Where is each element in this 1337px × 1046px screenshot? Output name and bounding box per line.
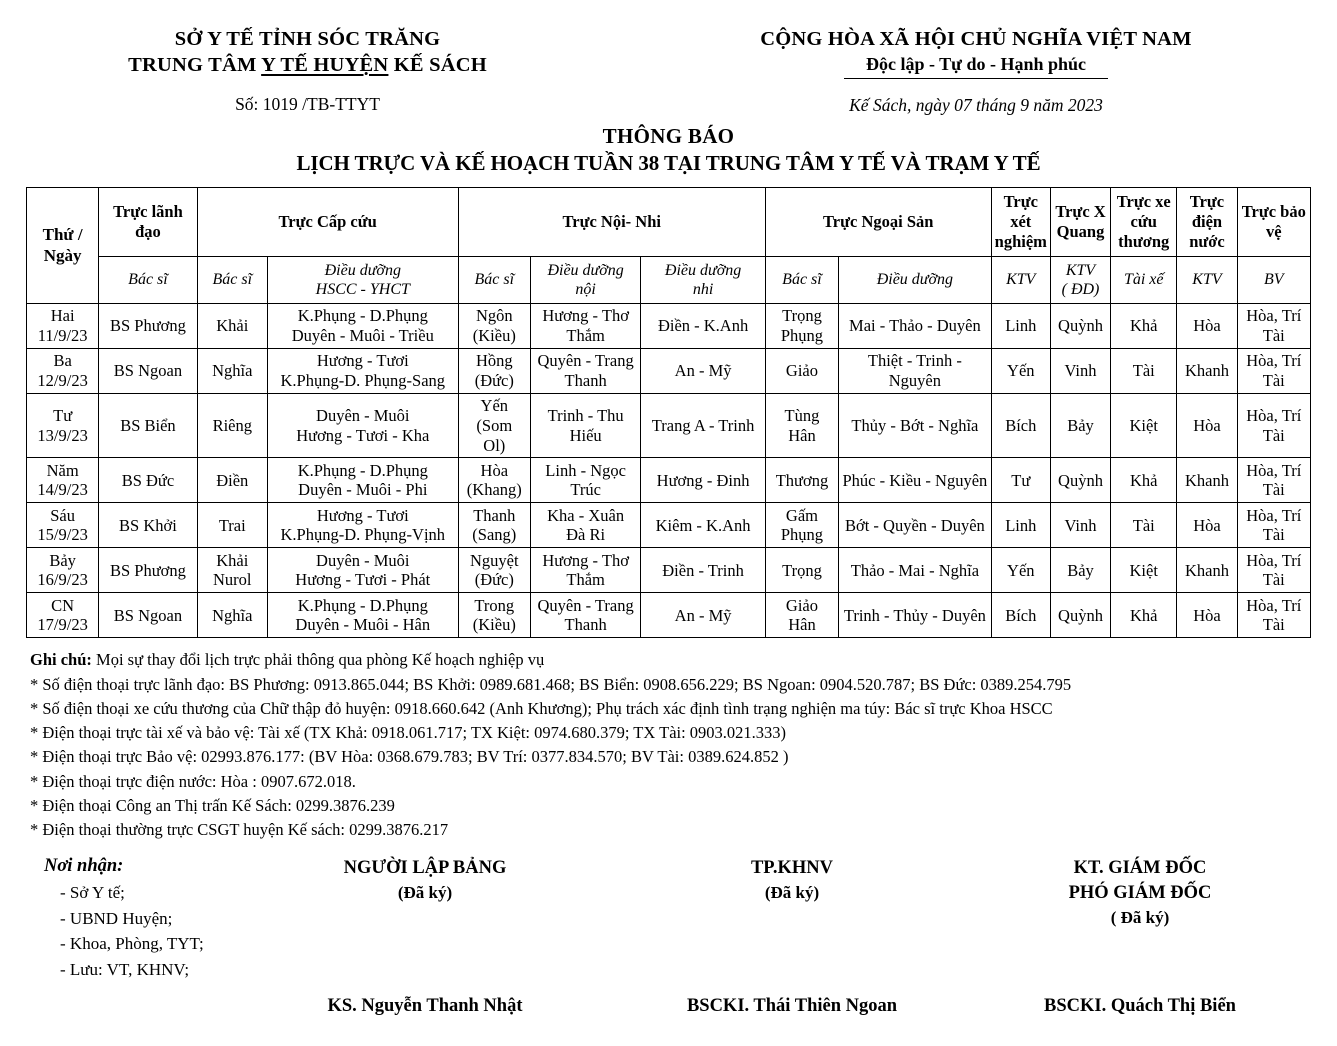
table-head [27,188,1311,304]
cell-np-nurse-internal [530,349,640,394]
cell-np-nurse-pediatric: Trang A - Trinh [641,394,765,458]
cell-security [1237,593,1310,638]
cell-day-line2: 14/9/23 [37,480,88,500]
cell-so-doctor-line2: Hân [788,615,816,635]
signature-section [0,856,1337,1046]
cell-np-doctor-line2: (Kiều) [472,615,516,635]
cell-lab: Tư [991,458,1050,503]
header-left-block [0,26,615,116]
center-name [0,52,615,78]
cell-xray: Quỳnh [1050,304,1110,349]
cell-security-line2: Tài [1262,480,1285,500]
table-row [27,458,1311,503]
signature-preparer [300,856,550,1017]
cell-np-doctor-line2: Ol) [483,435,506,455]
th-utilities-duty: Trực điện nước [1177,188,1237,256]
cell-security-line2: Tài [1262,371,1285,391]
th-security-duty: Trực bảo vệ [1237,188,1310,256]
cell-day [27,548,99,593]
cell-emergency-nurse-line1: Hương - Tươi [316,505,409,525]
cell-emergency-doctor: Riêng [197,394,267,458]
note-line-3: * Điện thoại trực tài xế và bảo vệ: Tài xế (TX Khả: 0918.061.717; TX Kiệt: 0974.680.379; TX Tài: 0903.021.333) [30,723,787,743]
cell-security-line1: Hòa, Trí [1246,595,1302,615]
cell-np-nurse-internal-line1: Linh - Ngọc [545,460,626,480]
th-lab-duty: Trực xét nghiệm [991,188,1050,256]
table-body [27,304,1311,638]
cell-np-doctor-line2: (Kiều) [472,326,516,346]
th-np-nurse-pediatric [641,256,765,303]
cell-day [27,458,99,503]
cell-utilities: Khanh [1177,548,1237,593]
cell-day-line1: Năm [46,460,79,480]
cell-np-nurse-internal-line1: Trinh - Thu [547,405,624,425]
cell-emergency-doctor: Nghĩa [197,593,267,638]
th-ambulance-duty: Trực xe cứu thương [1111,188,1177,256]
cell-leader-doctor: BS Ngoan [99,349,197,394]
country-motto: Độc lập - Tự do - Hạnh phúc [844,53,1108,78]
cell-np-nurse-internal [530,458,640,503]
th-internal-pediatric-duty: Trực Nội- Nhi [458,188,765,256]
cell-security [1237,458,1310,503]
th-np-doctor: Bác sĩ [458,256,530,303]
cell-security [1237,394,1310,458]
cell-so-doctor-line1: Thương [775,470,829,490]
th-leader-doctor: Bác sĩ [99,256,197,303]
cell-so-doctor-line1: Tùng [784,405,820,425]
cell-emergency-nurse-line2: K.Phụng-D. Phụng-Sang [280,371,446,391]
cell-so-nurse: Trinh - Thủy - Duyên [839,593,992,638]
cell-emergency-nurse [267,503,458,548]
th-xray-tech-line1: KTV [1065,261,1096,279]
cell-np-nurse-internal-line2: Thanh [564,615,607,635]
th-so-doctor: Bác sĩ [765,256,838,303]
cell-security [1237,349,1310,394]
recipients-title: Nơi nhận: [44,856,124,877]
table-row [27,349,1311,394]
signature-director-role-line2: PHÓ GIÁM ĐỐC [1068,883,1212,904]
duty-schedule-table [26,187,1311,638]
cell-ambulance: Tài [1111,503,1177,548]
cell-emergency-doctor: Nghĩa [197,349,267,394]
cell-np-doctor-line2: (Sang) [472,525,517,545]
cell-np-nurse-pediatric: Điền - Trinh [641,548,765,593]
cell-np-doctor [458,593,530,638]
cell-np-nurse-internal [530,593,640,638]
th-emg-nurse-line1: Điều dưỡng [324,261,401,279]
cell-leader-doctor: BS Ngoan [99,593,197,638]
cell-leader-doctor: BS Biển [99,394,197,458]
cell-xray: Quỳnh [1050,593,1110,638]
th-surgery-obstetrics-duty: Trực Ngoại Sản [765,188,991,256]
cell-np-doctor [458,304,530,349]
cell-emergency-nurse-line2: Duyên - Muôi - Triều [291,326,434,346]
cell-np-doctor-line2: (Đức) [474,570,514,590]
cell-emergency-doctor: Khải [197,304,267,349]
cell-utilities: Khanh [1177,458,1237,503]
cell-day-line2: 16/9/23 [37,570,88,590]
cell-so-doctor [765,593,838,638]
th-driver: Tài xế [1111,256,1177,303]
cell-xray: Vinh [1050,349,1110,394]
cell-so-doctor-line1: Giảo [785,361,818,381]
cell-day-line1: Bảy [49,550,76,570]
th-xray-tech-line2: ( ĐD) [1061,280,1100,298]
cell-utilities: Hòa [1177,593,1237,638]
table-row [27,503,1311,548]
cell-emergency-nurse [267,304,458,349]
recipient-item: - Sở Y tế; [60,883,125,903]
cell-ambulance: Khả [1111,304,1177,349]
note-line-0 [30,648,1311,672]
cell-ambulance: Kiệt [1111,548,1177,593]
th-emergency-duty: Trực Cấp cứu [197,188,458,256]
cell-so-doctor-line2: Hân [788,425,816,445]
cell-leader-doctor: BS Phương [99,304,197,349]
th-day: Thứ / Ngày [27,188,99,304]
cell-utilities: Hòa [1177,503,1237,548]
cell-so-nurse: Mai - Thảo - Duyên [839,304,992,349]
cell-lab: Linh [991,503,1050,548]
cell-so-nurse: Phúc - Kiều - Nguyên [839,458,992,503]
table-row [27,304,1311,349]
th-emg-nurse-line2: HSCC - YHCT [315,280,410,298]
cell-xray: Bảy [1050,394,1110,458]
cell-leader-doctor: BS Phương [99,548,197,593]
cell-emergency-nurse-line1: K.Phụng - D.Phụng [297,460,428,480]
cell-so-doctor [765,349,838,394]
document-number: Số: 1019 /TB-TTYT [235,94,380,115]
cell-emergency-nurse [267,458,458,503]
cell-emergency-doctor-line1: Khải [216,550,249,570]
center-name-part3: KẾ SÁCH [388,54,487,77]
cell-np-nurse-internal-line2: Thắm [566,570,605,590]
cell-security-line2: Tài [1262,425,1285,445]
cell-utilities: Khanh [1177,349,1237,394]
signature-director-signed: ( Đã ký) [1110,908,1170,928]
cell-np-doctor-line1: Nguyệt [470,550,519,570]
cell-day [27,349,99,394]
cell-np-nurse-pediatric: An - Mỹ [641,349,765,394]
signature-director-name: BSCKI. Quách Thị Biển [1044,996,1236,1017]
center-name-part1: TRUNG TÂM [128,54,262,77]
cell-day-line1: Sáu [50,505,75,525]
notes-section [0,638,1337,842]
th-leader-duty: Trực lãnh đạo [99,188,197,256]
cell-lab: Bích [991,394,1050,458]
cell-lab: Bích [991,593,1050,638]
cell-emergency-doctor: Điền [197,458,267,503]
cell-day-line2: 15/9/23 [37,525,88,545]
cell-np-nurse-internal-line2: Thanh [564,371,607,391]
cell-np-doctor-line1: Hòa [480,460,509,480]
cell-emergency-nurse-line1: Duyên - Muôi [316,405,410,425]
cell-emergency-nurse-line2: Hương - Tươi - Phát [295,570,431,590]
cell-np-nurse-internal-line1: Hương - Thơ [542,550,629,570]
th-np-nurse-pediatric-line1: Điều dưỡng [664,261,742,279]
cell-np-nurse-internal [530,503,640,548]
table-row [27,548,1311,593]
cell-so-doctor-line1: Giảo [785,595,818,615]
th-emg-doctor: Bác sĩ [197,256,267,303]
note-line-6: * Điện thoại Công an Thị trấn Kế Sách: 0299.3876.239 [30,795,395,815]
cell-np-nurse-pediatric: An - Mỹ [641,593,765,638]
th-security-guard: BV [1237,256,1310,303]
cell-so-nurse: Bớt - Quyền - Duyên [839,503,992,548]
document-header [0,0,1337,116]
cell-so-nurse: Thủy - Bớt - Nghĩa [839,394,992,458]
cell-np-nurse-internal-line2: Trúc [570,480,601,500]
cell-np-doctor [458,394,530,458]
signature-khnv [672,856,912,1017]
cell-security-line1: Hòa, Trí [1246,306,1302,326]
cell-ambulance: Kiệt [1111,394,1177,458]
signature-preparer-role: NGƯỜI LẬP BẢNG [343,858,507,879]
cell-so-nurse: Thiệt - Trinh - Nguyên [839,349,992,394]
cell-security-line1: Hòa, Trí [1246,460,1302,480]
cell-np-doctor-line1: Yến (Som [476,396,513,435]
cell-emergency-nurse-line1: K.Phụng - D.Phụng [297,306,428,326]
cell-xray: Vinh [1050,503,1110,548]
th-lab-tech: KTV [991,256,1050,303]
cell-day [27,503,99,548]
cell-np-nurse-internal [530,304,640,349]
notes-lines [30,673,1311,843]
cell-emergency-nurse [267,593,458,638]
th-np-nurse-pediatric-line2: nhi [692,280,714,298]
cell-emergency-nurse-line1: Hương - Tươi [316,351,409,371]
header-row-subgroups [27,256,1311,303]
cell-emergency-doctor-line2: Nurol [213,570,252,590]
cell-xray: Quỳnh [1050,458,1110,503]
cell-security-line2: Tài [1262,570,1285,590]
cell-day-line1: CN [51,595,75,615]
notes-label: Ghi chú: [30,650,92,670]
cell-utilities: Hòa [1177,394,1237,458]
cell-np-nurse-internal-line1: Quyên - Trang [537,351,634,371]
signature-director [985,856,1295,1017]
th-so-nurse: Điều dưỡng [839,256,992,303]
cell-security-line1: Hòa, Trí [1246,505,1302,525]
cell-emergency-nurse-line2: Duyên - Muôi - Hân [295,615,431,635]
cell-xray: Bảy [1050,548,1110,593]
document-subject-title: LỊCH TRỰC VÀ KẾ HOẠCH TUẦN 38 TẠI TRUNG TÂM Y TẾ VÀ TRẠM Y TẾ [296,150,1041,175]
cell-so-doctor [765,394,838,458]
cell-so-doctor-line2: Phụng [780,326,824,346]
recipients-list [44,880,204,982]
cell-security-line2: Tài [1262,525,1285,545]
recipients-block [44,856,204,982]
signature-khnv-signed: (Đã ký) [764,883,820,903]
note-line-5: * Điện thoại trực điện nước: Hòa : 0907.672.018. [30,771,356,791]
note-line-7: * Điện thoại thường trực CSGT huyện Kế sách: 0299.3876.217 [30,820,449,840]
cell-security [1237,503,1310,548]
note-line-1: * Số điện thoại trực lãnh đạo: BS Phương: 0913.865.044; BS Khởi: 0989.681.468; BS Biển: 0908.656.229; BS Ngoan: 0904.520.787; BS Đức: 0389.254.795 [30,674,1072,694]
cell-np-doctor [458,503,530,548]
place-and-date: Kế Sách, ngày 07 tháng 9 năm 2023 [849,94,1103,115]
cell-day-line2: 17/9/23 [37,615,88,635]
cell-security [1237,548,1310,593]
recipient-item: - UBND Huyện; [60,908,173,928]
cell-so-doctor-line2: Phụng [780,525,824,545]
cell-day-line2: 11/9/23 [37,326,88,346]
cell-day-line2: 12/9/23 [37,371,88,391]
signature-director-role-line1: KT. GIÁM ĐỐC [1073,858,1207,879]
recipient-item: - Lưu: VT, KHNV; [60,959,190,979]
cell-emergency-doctor: Trai [197,503,267,548]
note-line-2: * Số điện thoại xe cứu thương của Chữ thập đỏ huyện: 0918.660.642 (Anh Khương); Phụ trách xác định tình trạng nghiện ma túy: Bác sĩ trực Khoa HSCC [30,698,1053,718]
cell-lab: Yến [991,548,1050,593]
cell-np-nurse-internal [530,394,640,458]
cell-so-doctor [765,304,838,349]
cell-np-nurse-internal [530,548,640,593]
note-line-4: * Điện thoại trực Bảo vệ: 02993.876.177: (BV Hòa: 0368.679.783; BV Trí: 0377.834.570; BV Tài: 0389.624.852 ) [30,747,789,767]
cell-security-line2: Tài [1262,615,1285,635]
th-xray-tech [1050,256,1110,303]
cell-np-nurse-internal-line2: Thắm [566,326,605,346]
cell-day-line1: Hai [50,306,75,326]
cell-day [27,304,99,349]
cell-so-doctor [765,548,838,593]
header-row-groups [27,188,1311,256]
cell-emergency-nurse [267,394,458,458]
cell-np-nurse-internal-line2: Hiếu [569,425,602,445]
cell-utilities: Hòa [1177,304,1237,349]
signature-khnv-role: TP.KHNV [750,858,834,879]
cell-leader-doctor: BS Đức [99,458,197,503]
cell-ambulance: Khả [1111,593,1177,638]
table-row [27,394,1311,458]
signature-preparer-name: KS. Nguyễn Thanh Nhật [327,996,523,1017]
th-xray-duty: Trực X Quang [1050,188,1110,256]
cell-np-nurse-pediatric: Hương - Đinh [641,458,765,503]
cell-np-nurse-pediatric: Kiêm - K.Anh [641,503,765,548]
department-name: SỞ Y TẾ TỈNH SÓC TRĂNG [174,28,441,50]
signature-preparer-signed: (Đã ký) [397,883,453,903]
cell-np-doctor-line1: Trong [474,595,515,615]
th-utilities-tech: KTV [1177,256,1237,303]
cell-day-line1: Tư [53,405,73,425]
th-np-nurse-internal [530,256,640,303]
th-np-nurse-internal-line2: nội [575,280,596,298]
table-row [27,593,1311,638]
cell-np-nurse-internal-line1: Kha - Xuân [547,505,625,525]
cell-np-nurse-pediatric: Điền - K.Anh [641,304,765,349]
schedule-table-wrapper [0,187,1337,638]
cell-np-doctor-line2: (Đức) [474,371,514,391]
title-block [0,122,1337,178]
cell-np-doctor [458,458,530,503]
cell-np-doctor [458,548,530,593]
cell-emergency-nurse [267,548,458,593]
cell-emergency-nurse-line2: Hương - Tươi - Kha [296,425,430,445]
th-np-nurse-internal-line1: Điều dưỡng [547,261,624,279]
cell-np-doctor-line2: (Khang) [466,480,522,500]
cell-emergency-nurse-line1: K.Phụng - D.Phụng [297,595,428,615]
cell-leader-doctor: BS Khởi [99,503,197,548]
cell-ambulance: Tài [1111,349,1177,394]
cell-security-line2: Tài [1262,326,1285,346]
cell-np-doctor-line1: Hồng [475,351,513,371]
document-type-title: THÔNG BÁO [602,123,735,148]
cell-lab: Linh [991,304,1050,349]
cell-so-doctor [765,503,838,548]
cell-lab: Yến [991,349,1050,394]
country-name: CỘNG HÒA XÃ HỘI CHỦ NGHĨA VIỆT NAM [760,28,1192,50]
cell-ambulance: Khả [1111,458,1177,503]
notes-intro-text: Mọi sự thay đổi lịch trực phải thông qua phòng Kế hoạch nghiệp vụ [91,650,545,670]
cell-security [1237,304,1310,349]
header-right-block [615,26,1337,116]
cell-day [27,593,99,638]
cell-emergency-nurse-line1: Duyên - Muôi [316,550,410,570]
cell-day-line2: 13/9/23 [37,425,88,445]
cell-np-nurse-internal-line2: Đà Ri [566,525,606,545]
cell-security-line1: Hòa, Trí [1246,550,1302,570]
cell-emergency-nurse [267,349,458,394]
cell-np-doctor [458,349,530,394]
cell-so-doctor [765,458,838,503]
cell-emergency-nurse-line2: K.Phụng-D. Phụng-Vịnh [280,525,446,545]
th-emg-nurse [267,256,458,303]
cell-np-nurse-internal-line1: Quyên - Trang [537,595,634,615]
center-name-underlined: Y TẾ HUYỆN [261,54,389,77]
cell-day [27,394,99,458]
cell-so-doctor-line1: Gấm [785,505,818,525]
cell-np-doctor-line1: Ngôn [475,306,513,326]
cell-emergency-doctor [197,548,267,593]
cell-so-nurse: Thảo - Mai - Nghĩa [839,548,992,593]
cell-security-line1: Hòa, Trí [1246,351,1302,371]
recipient-item: - Khoa, Phòng, TYT; [60,934,204,954]
cell-so-doctor-line1: Trọng [782,306,822,326]
cell-np-doctor-line1: Thanh [473,505,516,525]
cell-emergency-nurse-line2: Duyên - Muôi - Phi [298,480,428,500]
cell-np-nurse-internal-line1: Hương - Thơ [542,306,629,326]
cell-security-line1: Hòa, Trí [1246,405,1302,425]
signature-khnv-name: BSCKI. Thái Thiên Ngoan [686,996,898,1017]
cell-day-line1: Ba [53,351,72,371]
cell-so-doctor-line1: Trọng [782,560,822,580]
